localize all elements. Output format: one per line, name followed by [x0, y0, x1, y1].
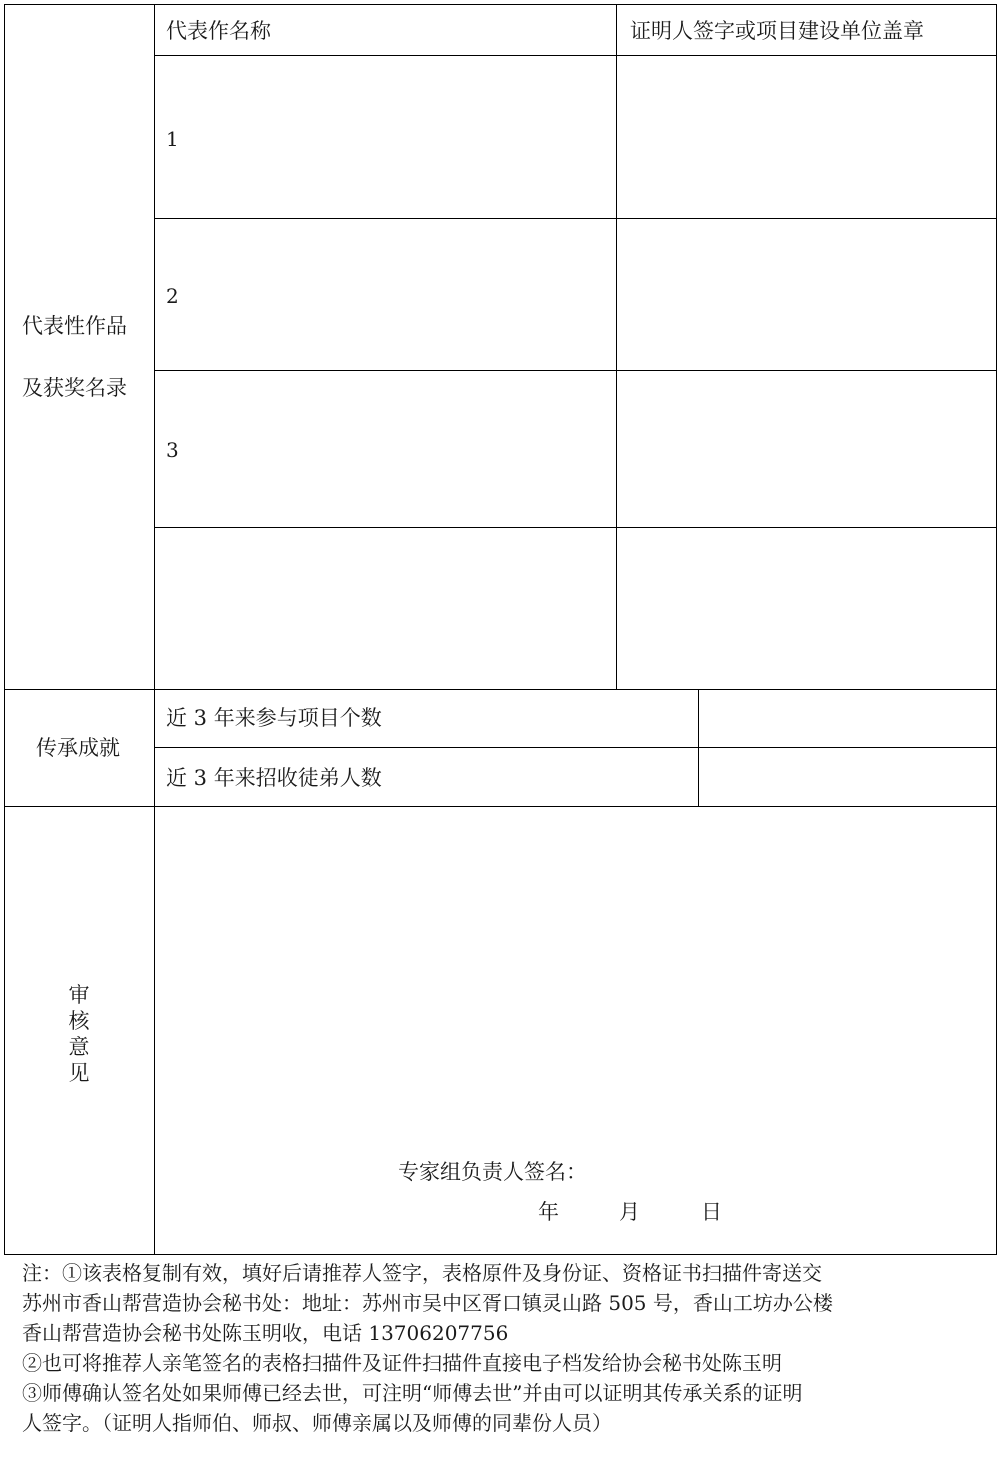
works-row-divider-1 — [154, 218, 997, 219]
works-label-line1: 代表性作品 — [22, 314, 127, 338]
works-column-divider — [616, 4, 617, 690]
works-header-divider — [154, 55, 997, 56]
works-label-line2: 及获奖名录 — [22, 376, 127, 400]
note-line-6: 人签字。（证明人指师伯、师叔、师傅亲属以及师傅的同辈份人员） — [22, 1411, 612, 1435]
review-date-month: 月 — [619, 1200, 640, 1224]
work-row-2-index: 2 — [166, 284, 179, 308]
label-column-divider — [154, 4, 155, 1255]
notes-block — [22, 1258, 982, 1438]
review-date-day: 日 — [701, 1200, 722, 1224]
inheritance-column-divider — [698, 689, 699, 807]
note-line-4: ②也可将推荐人亲笔签名的表格扫描件及证件扫描件直接电子档发给协会秘书处陈玉明 — [22, 1351, 782, 1375]
note-line-2: 苏州市香山帮营造协会秘书处：地址：苏州市吴中区胥口镇灵山路 505 号，香山工坊办公楼 — [22, 1291, 833, 1315]
works-row-divider-2 — [154, 370, 997, 371]
work-row-1-index: 1 — [166, 127, 179, 151]
table-top-border — [4, 4, 997, 5]
review-date-year: 年 — [538, 1200, 559, 1224]
section-divider-works — [4, 689, 997, 690]
works-cert-header: 证明人签字或项目建设单位盖章 — [630, 19, 924, 43]
table-bottom-border — [4, 1254, 997, 1255]
note-line-3: 香山帮营造协会秘书处陈玉明收，电话 13706207756 — [22, 1321, 509, 1345]
inheritance-row-divider — [154, 747, 997, 748]
note-line-5: ③师傅确认签名处如果师傅已经去世，可注明“师傅去世”并由可以证明其传承关系的证明 — [22, 1381, 803, 1405]
review-signature-label: 专家组负责人签名： — [398, 1160, 587, 1184]
works-name-header: 代表作名称 — [166, 19, 271, 43]
note-line-1: 注：①该表格复制有效，填好后请推荐人签字，表格原件及身份证、资格证书扫描件寄送交 — [22, 1261, 822, 1285]
works-row-divider-3 — [154, 527, 997, 528]
table-left-border — [4, 4, 5, 1255]
section-divider-inheritance — [4, 806, 997, 807]
inheritance-item-projects: 近 3 年来参与项目个数 — [166, 706, 382, 730]
table-right-border — [996, 4, 997, 1255]
inheritance-item-apprentices: 近 3 年来招收徒弟人数 — [166, 766, 382, 790]
work-row-3-index: 3 — [166, 438, 179, 462]
review-label: 审核意见 — [68, 983, 90, 1085]
inheritance-label: 传承成就 — [36, 736, 120, 760]
